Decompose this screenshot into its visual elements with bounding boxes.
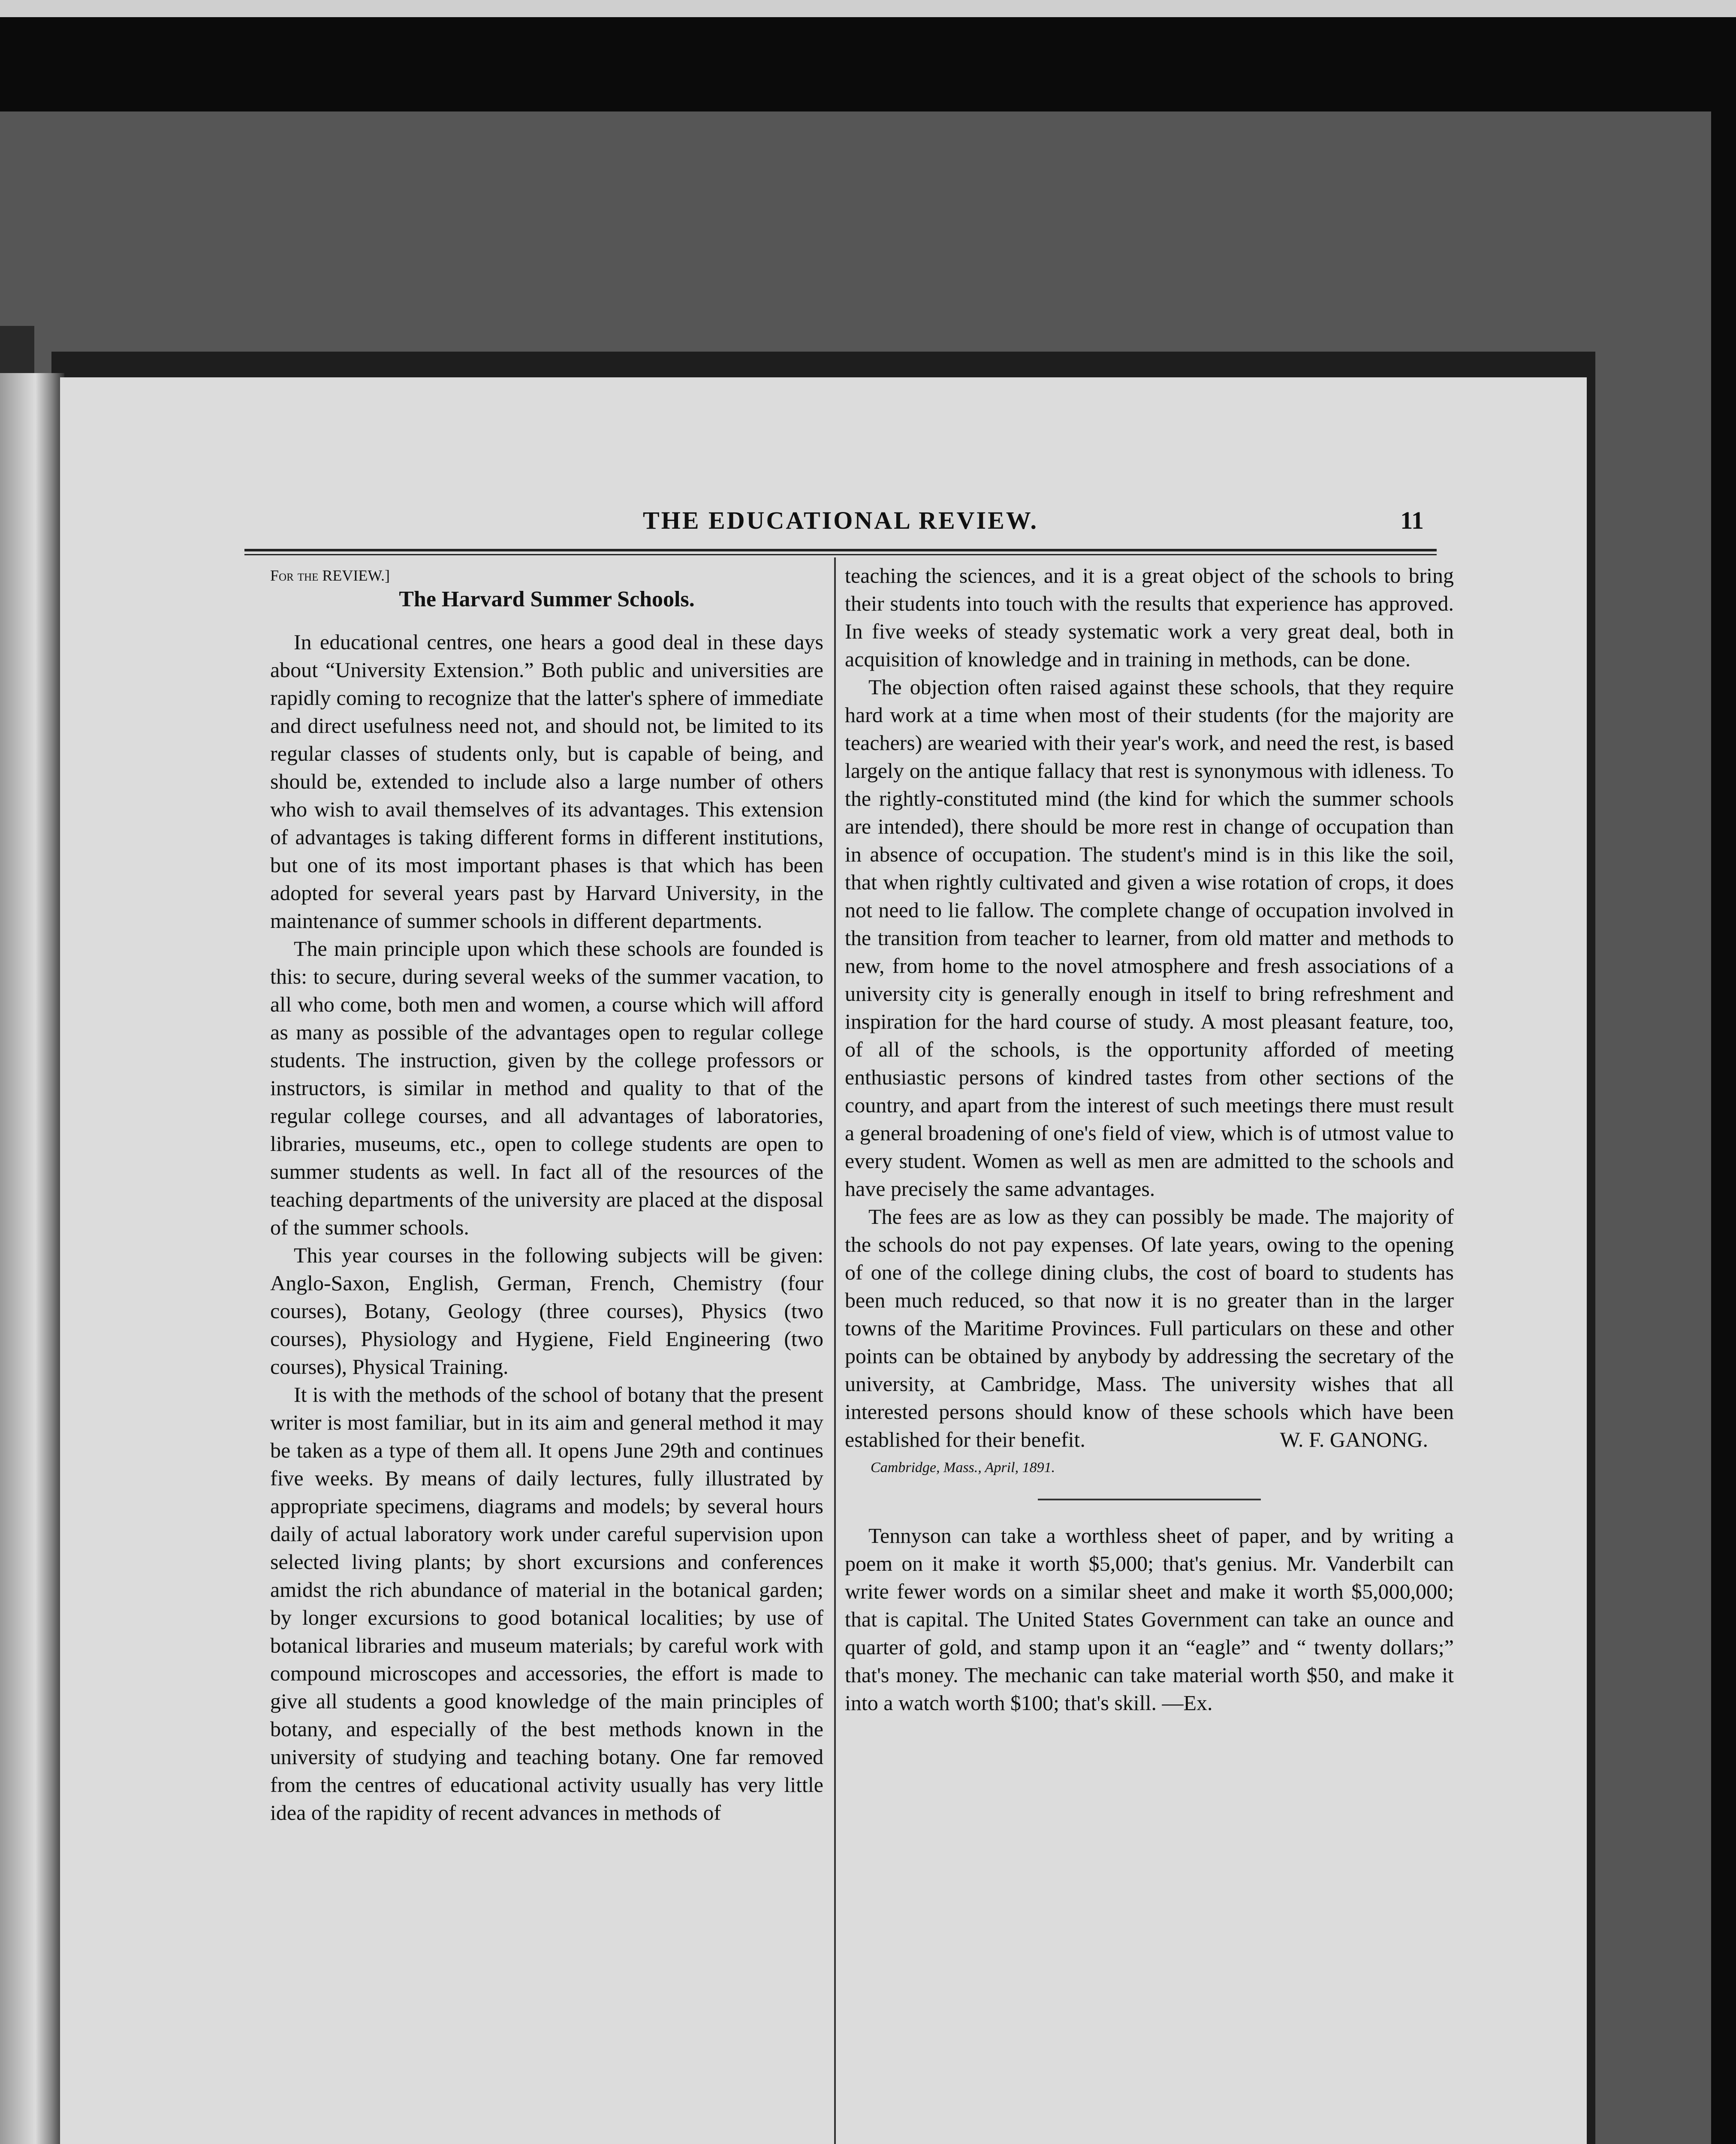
right-column xyxy=(845,562,1454,1717)
page-header xyxy=(249,506,1432,549)
film-edge xyxy=(0,0,1736,17)
page-number: 11 xyxy=(1400,506,1424,534)
section-rule xyxy=(1038,1499,1261,1500)
paragraph: It is with the methods of the school of botany that the present writer is most familiar, but in its aim and general method it may be taken as a type of them all. It opens June 29th and continues five weeks. By means of daily lectures, fully illustrated by appropriate specimens, diagrams and models; by several hours daily of actual laboratory work under careful supervision upon selected living plants; by short excursions and conferences amidst the rich abundance of material in the botanical garden; by longer excursions to good botanical localities; by use of botanical libraries and museum materials; by careful work with compound microscopes and accessories, the effort is made to give all students a good knowledge of the main principles of botany, and especially of the best methods known in the university of studying and teaching botany. One far removed from the centres of educational activity usually has very little idea of the rapidity of recent advances in methods of xyxy=(270,1382,823,1825)
paragraph: In educational centres, one hears a good deal in these days about “University Extension.” Both public and universities are rapidly coming to recognize that the latter's sphere of immediate and direct usefulness need not, and should not, be limited to its regular classes of students only, but is capable of being, and should be, extended to include also a large number of others who wish to avail themselves of its advantages. This extension of advantages is taking different forms in different institutions, but one of its most important phases is that which has been adopted for several years past by Harvard University, in the maintenance of summer schools in different departments. xyxy=(270,630,823,933)
document-page xyxy=(60,377,1587,2144)
left-column xyxy=(270,562,823,1827)
book-spine xyxy=(0,373,64,2144)
paragraph: The objection often raised against these schools, that they require hard work at a time when most of their students (for the majority are teachers) are wearied with their year's work, and need the rest, is based largely on the antique fallacy that rest is synonymous with idleness. To the rightly-constituted mind (the kind for which the summer schools are intended), there should be more rest in change of occupation than in absence of occupation. The student's mind is in this like the soil, that when rightly cultivated and given a wise rotation of crops, it does not need to lie fallow. The complete change of occupation involved in the transition from teacher to learner, from old matter and methods to new, from home to the novel atmosphere and fresh associations of a university city is generally enough in itself to bring refreshment and inspiration for the hard course of study. A most pleasant feature, too, of all of the schools, is the opportunity afforded of meeting enthusiastic persons of kindred tastes from other sections of the country, and apart from the interest of such meetings there must result a general broadening of one's field of view, which is of utmost value to every student. Women as well as men are admitted to the schools and have precisely the same advantages. xyxy=(845,675,1454,1201)
paragraph: teaching the sciences, and it is a great object of the schools to bring their students into touch with the results that experience has approved. In five weeks of steady systematic work a very great deal, both in acquisition of knowledge and in training in methods, can be done. xyxy=(845,563,1454,671)
column-divider xyxy=(834,557,836,2144)
paragraph: The main principle upon which these schools are founded is this: to secure, during several weeks of the summer vacation, to all who come, both men and women, a course which will afford as many as possible of the advantages open to regular college students. The instruction, given by the college professors or instructors, is similar in method and quality to that of the regular college courses, and all advantages of laboratories, libraries, museums, etc., open to college students are open to summer students as well. In fact all of the resources of the teaching departments of the university are placed at the disposal of the summer schools. xyxy=(270,936,823,1239)
paragraph: This year courses in the following subjects will be given: Anglo-Saxon, English, German, French, Chemistry (four courses), Botany, Geology (three courses), Physics (two courses), Physiology and Hygiene, Field Engineering (two courses), Physical Training. xyxy=(270,1243,823,1379)
header-rule xyxy=(244,549,1437,555)
byline: For the REVIEW.] xyxy=(270,567,390,584)
running-title: THE EDUCATIONAL REVIEW. xyxy=(643,506,1038,534)
quote-paragraph: Tennyson can take a worthless sheet of paper, and by writing a poem on it make it worth $5,000; that's genius. Mr. Vanderbilt can write fewer words on a similar sheet and make it worth $5,000,000; that is capital. The United States Government can take an ounce and quarter of gold, and stamp upon it an “eagle” and “ twenty dollars;” that's money. The mechanic can take material worth $50, and make it into a watch worth $100; that's skill. —Ex. xyxy=(845,1524,1454,1715)
author-signature: W. F. GANONG. xyxy=(1280,1427,1428,1451)
dateline: Cambridge, Mass., April, 1891. xyxy=(871,1460,1055,1476)
article-title: The Harvard Summer Schools. xyxy=(399,587,695,611)
paragraph: The fees are as low as they can possibly be made. The majority of the schools do not pay expenses. Of late years, owing to the opening of one of the college dining clubs, the cost of board to students has been much reduced, so that now it is no greater than in the larger towns of the Maritime Provinces. Full particulars on these and other points can be obtained by anybody by addressing the secretary of the university, at Cambridge, Mass. The university wishes that all interested persons should know of these schools which have been established for their benefit. xyxy=(845,1204,1454,1451)
